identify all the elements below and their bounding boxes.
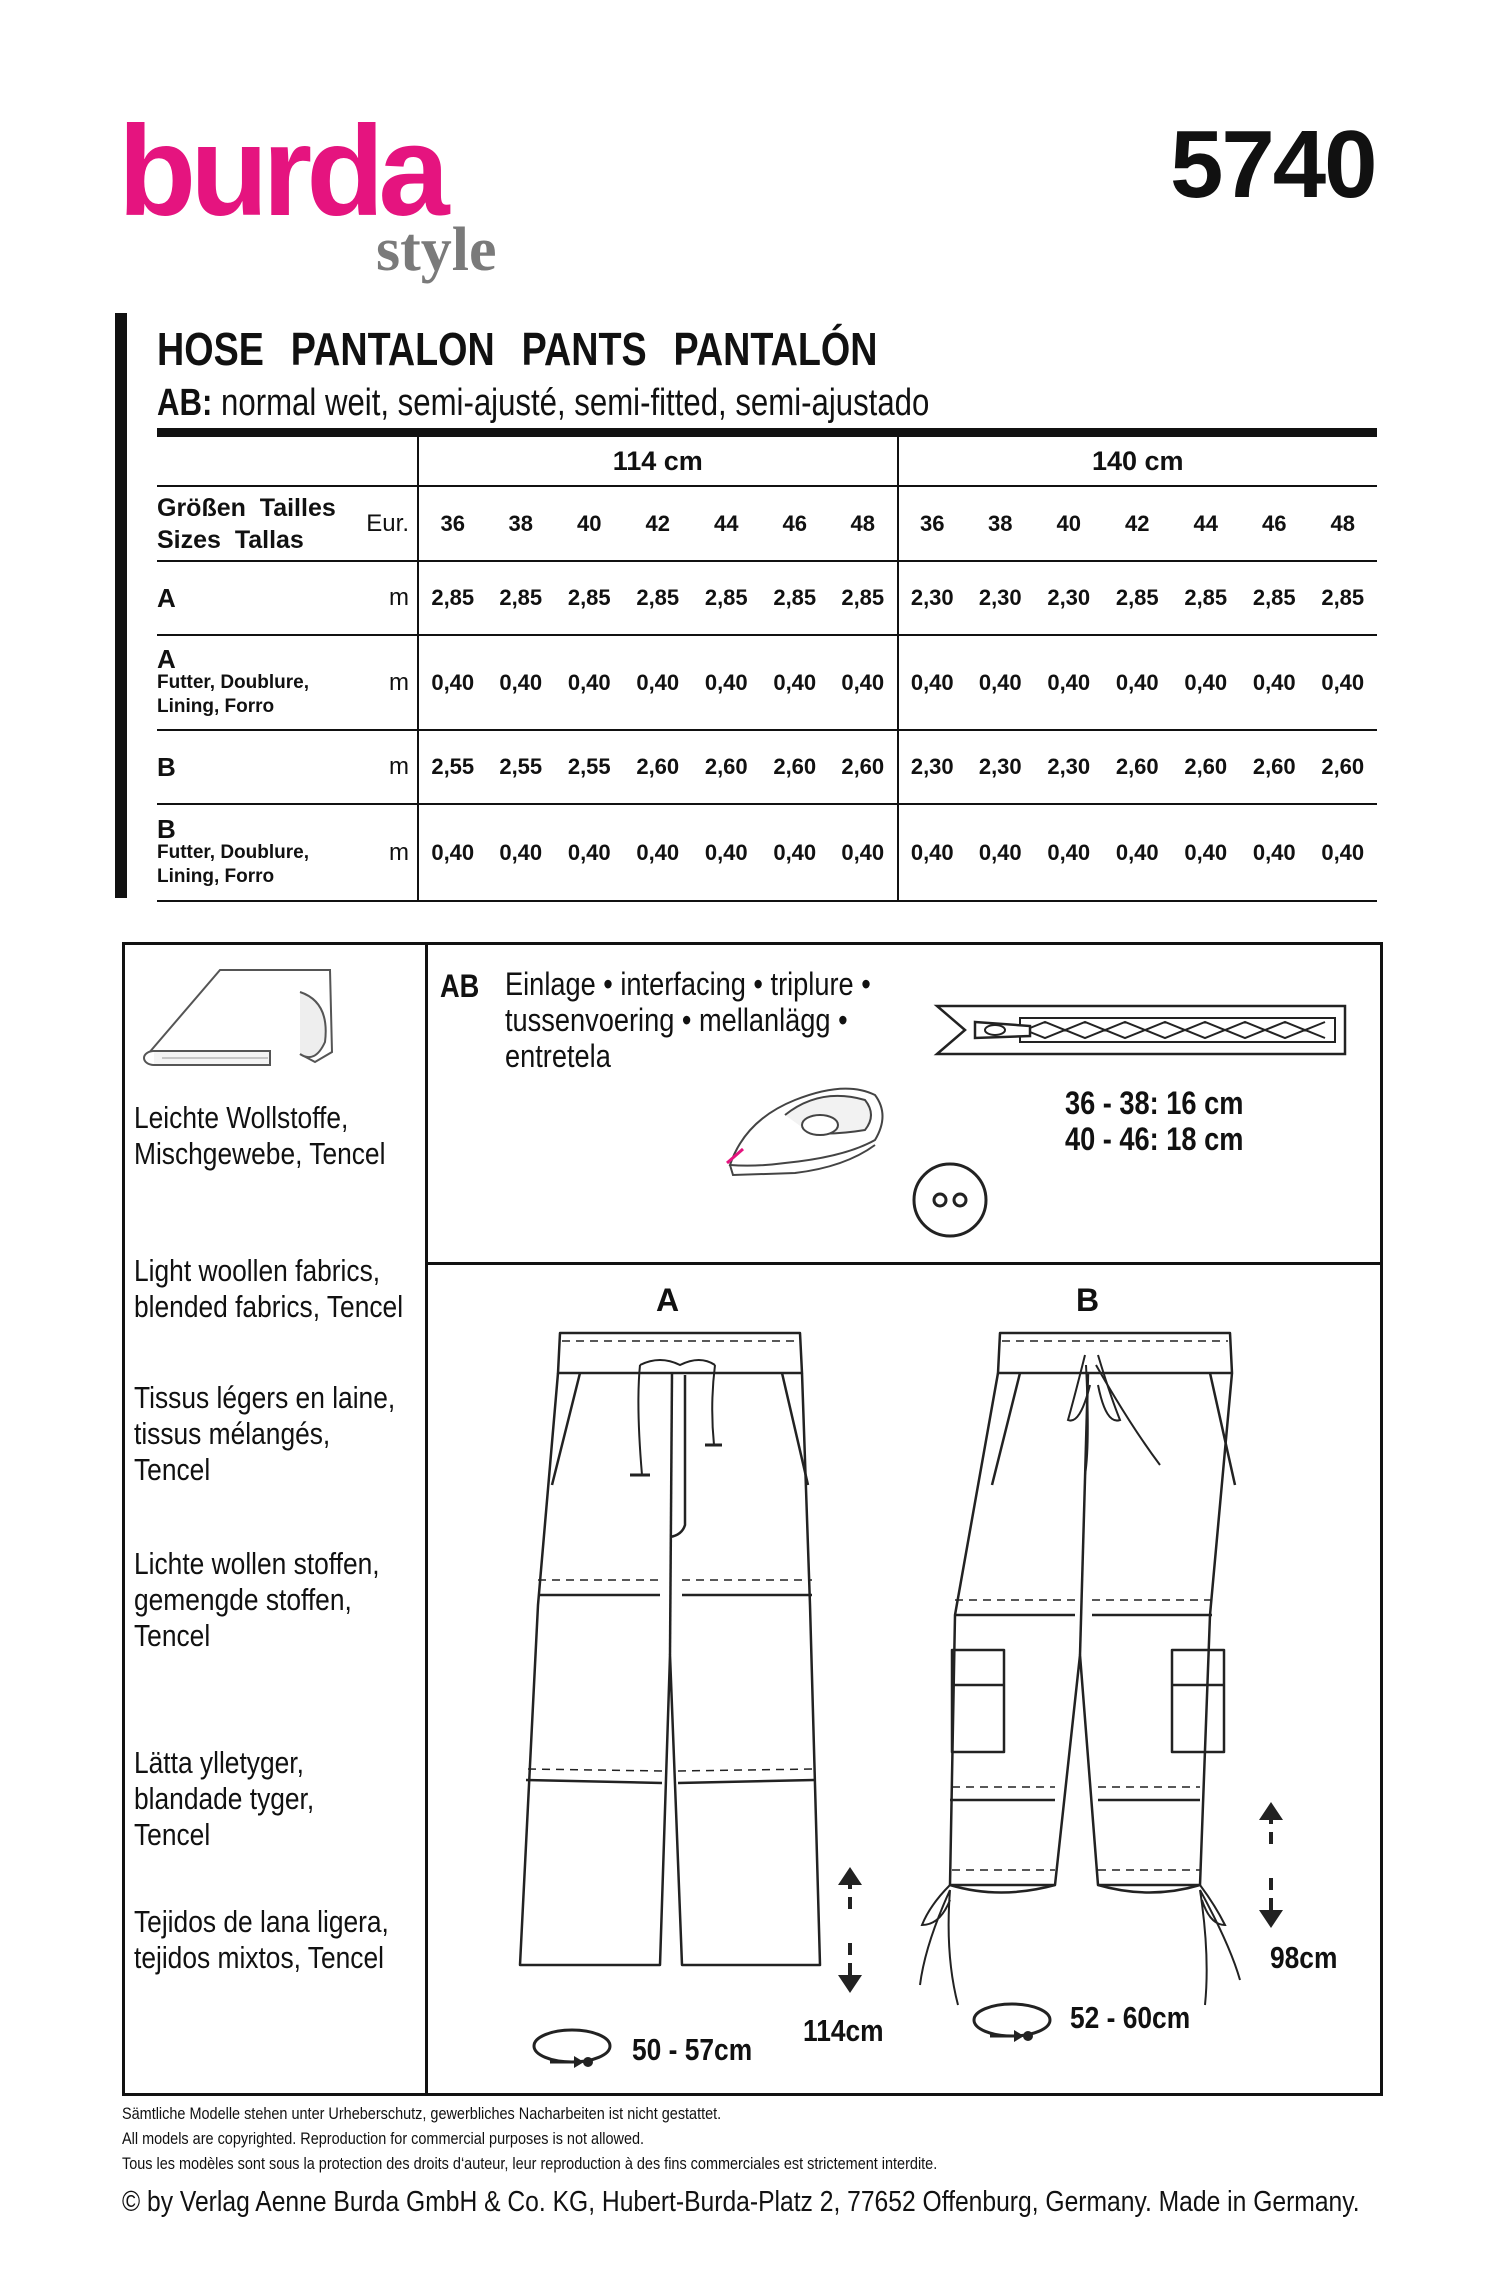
value-cell: 0,40 [1240,804,1309,901]
value-cell: 2,55 [418,730,487,804]
iron-icon [725,1075,890,1180]
size-cell: 40 [555,486,624,561]
width-140: 140 cm [898,437,1378,486]
value-cell: 0,40 [1240,635,1309,730]
value-cell: 0,40 [761,635,830,730]
fabric-line: Tencel [134,1618,211,1653]
value-cell: 0,40 [1309,635,1378,730]
row-label-lining: Futter, Doublure, [157,841,309,863]
size-cell: 48 [829,486,898,561]
value-cell: 0,40 [1309,804,1378,901]
notions-views-label: AB [440,968,480,1004]
zipper-length-line: 40 - 46: 18 cm [1065,1121,1244,1157]
value-cell: 2,55 [555,730,624,804]
size-cell: 48 [1309,486,1378,561]
table-row [157,635,1377,730]
fabric-line: Tejidos de lana ligera, [134,1904,389,1939]
view-b-label: B [1076,1282,1100,1318]
length-b-arrow-icon [1256,1800,1286,1930]
box-divider-horizontal [425,1262,1380,1265]
size-cell: 38 [966,486,1035,561]
view-a-label: A [656,1282,680,1318]
size-cell: 42 [1103,486,1172,561]
value-cell: 0,40 [692,635,761,730]
fabric-line: Lichte wollen stoffen, [134,1546,380,1581]
copyright-text: © by Verlag Aenne Burda GmbH & Co. KG, Hubert-Burda-Platz 2, 77652 Offenburg, Germany. Made in Germany. [122,2186,1360,2218]
value-cell: 2,60 [761,730,830,804]
fabric-line: Tencel [134,1452,211,1487]
fabric-text-nl [134,1546,380,1654]
row-label-lining-2: Lining, Forro [157,865,275,887]
fabric-roll-icon [140,962,340,1072]
value-cell: 2,85 [761,561,830,635]
interfacing-text [505,966,871,1074]
value-cell: 0,40 [555,804,624,901]
value-cell: 0,40 [1035,804,1104,901]
row-label-view: A [157,643,176,674]
value-cell: 2,60 [829,730,898,804]
value-cell: 0,40 [487,635,556,730]
value-cell: 2,55 [487,730,556,804]
row-label-lining: Futter, Doublure, [157,671,309,693]
interfacing-line: Einlage • interfacing • triplure • [505,966,871,1002]
table-row [157,561,1377,635]
value-cell: 0,40 [761,804,830,901]
value-cell: 0,40 [1035,635,1104,730]
size-cell: 40 [1035,486,1104,561]
size-cell: 44 [1172,486,1241,561]
value-cell: 0,40 [966,804,1035,901]
table-top-rule [157,428,1377,437]
zipper-lengths [1065,1085,1243,1157]
value-cell: 2,85 [1309,561,1378,635]
value-cell: 2,60 [1172,730,1241,804]
value-cell: 0,40 [692,804,761,901]
size-cell: 38 [487,486,556,561]
row-label [157,635,350,730]
fabric-table [157,437,1377,902]
waist-b-measure: 52 - 60cm [1070,2000,1191,2035]
value-cell: 2,30 [966,561,1035,635]
interfacing-line: tussenvoering • mellanlägg • [505,1002,848,1038]
value-cell: 0,40 [1103,635,1172,730]
footer-line-fr: Tous les modèles sont sous la protection des droits d‘auteur, leur reproduction à des fins commerciales est strictement interdite. [122,2154,938,2173]
fit-description: normal weit, semi-ajusté, semi-fitted, semi-ajustado [212,382,930,424]
value-cell: 2,60 [1103,730,1172,804]
value-cell: 0,40 [1172,804,1241,901]
value-cell: 2,30 [1035,730,1104,804]
width-114: 114 cm [418,437,898,486]
fabric-text-en [134,1253,403,1325]
waist-b-icon [970,1998,1060,2048]
fabric-line: blandade tyger, [134,1781,315,1816]
row-label: A [157,561,350,635]
value-cell: 0,40 [418,804,487,901]
logo-sub-text: style [376,216,497,284]
fabric-line: Mischgewebe, Tencel [134,1136,386,1171]
footer-line-en: All models are copyrighted. Reproduction for commercial purposes is not allowed. [122,2129,645,2148]
value-cell: 0,40 [898,635,967,730]
unit-cell: m [350,804,418,901]
value-cell: 2,60 [624,730,693,804]
value-cell: 0,40 [966,635,1035,730]
fabric-line: Tissus légers en laine, [134,1380,396,1415]
fabric-line: blended fabrics, Tencel [134,1289,404,1324]
sidebar-bar [115,313,127,898]
value-cell: 2,60 [692,730,761,804]
value-cell: 2,85 [487,561,556,635]
table-row [157,804,1377,901]
fabric-text-es [134,1904,389,1976]
value-cell: 2,30 [898,730,967,804]
value-cell: 0,40 [555,635,624,730]
zipper-length-line: 36 - 38: 16 cm [1065,1085,1244,1121]
size-label-line1: Größen Tailles [157,493,336,522]
size-cell: 46 [761,486,830,561]
view-a-pants-drawing [510,1325,830,1980]
fabric-line: tejidos mixtos, Tencel [134,1940,384,1975]
table-row [157,730,1377,804]
value-cell: 0,40 [898,804,967,901]
value-cell: 0,40 [624,635,693,730]
value-cell: 0,40 [1103,804,1172,901]
empty-cell [350,437,418,486]
size-label [157,486,350,561]
size-cell: 36 [898,486,967,561]
length-a-arrow-icon [835,1865,865,1995]
unit-cell: m [350,730,418,804]
fabric-text-sv [134,1745,314,1853]
value-cell: 2,60 [1240,730,1309,804]
value-cell: 2,85 [624,561,693,635]
length-b-measure: 98cm [1270,1940,1338,1975]
value-cell: 0,40 [418,635,487,730]
fabric-text-fr [134,1380,395,1488]
value-cell: 2,85 [829,561,898,635]
row-label-view: B [157,813,176,844]
row-label-lining-2: Lining, Forro [157,695,275,717]
fabric-line: tissus mélangés, [134,1416,331,1451]
row-label [157,804,350,901]
row-label: B [157,730,350,804]
value-cell: 2,60 [1309,730,1378,804]
length-a-measure: 114cm [803,2013,884,2048]
fabric-line: Lätta ylletyger, [134,1745,304,1780]
value-cell: 2,85 [692,561,761,635]
unit-cell: m [350,635,418,730]
fit-subtitle [157,382,929,425]
fabric-line: gemengde stoffen, [134,1582,352,1617]
size-label-line2: Sizes Tallas [157,525,304,554]
value-cell: 2,85 [1240,561,1309,635]
empty-cell [157,437,350,486]
zipper-icon [935,1002,1355,1062]
fit-views: AB: [157,382,213,424]
interfacing-line: entretela [505,1038,611,1074]
value-cell: 2,85 [418,561,487,635]
footer-line-de: Sämtliche Modelle stehen unter Urheberschutz, gewerbliches Nacharbeiten ist nicht gestattet. [122,2104,722,2123]
value-cell: 0,40 [1172,635,1241,730]
value-cell: 0,40 [829,635,898,730]
value-cell: 0,40 [487,804,556,901]
fabric-line: Light woollen fabrics, [134,1253,381,1288]
pattern-number: 5740 [1170,111,1376,218]
unit-cell: m [350,561,418,635]
size-cell: 42 [624,486,693,561]
box-divider-vertical [425,942,428,2093]
waist-a-measure: 50 - 57cm [632,2032,753,2067]
size-cell: 46 [1240,486,1309,561]
value-cell: 0,40 [624,804,693,901]
value-cell: 2,85 [1103,561,1172,635]
value-cell: 2,30 [966,730,1035,804]
fabric-line: Leichte Wollstoffe, [134,1100,349,1135]
size-cell: 36 [418,486,487,561]
button-icon [910,1160,990,1240]
value-cell: 0,40 [829,804,898,901]
view-b-pants-drawing [910,1325,1290,2020]
fabric-text-de [134,1100,385,1172]
size-cell: 44 [692,486,761,561]
logo-brand-text: burda [118,100,444,243]
eur-label: Eur. [350,486,418,561]
fabric-line: Tencel [134,1817,211,1852]
value-cell: 2,30 [898,561,967,635]
value-cell: 2,85 [1172,561,1241,635]
burda-style-logo [118,100,538,285]
page-title: HOSE PANTALON PANTS PANTALÓN [157,323,878,375]
waist-a-icon [530,2024,620,2074]
value-cell: 2,30 [1035,561,1104,635]
value-cell: 2,85 [555,561,624,635]
